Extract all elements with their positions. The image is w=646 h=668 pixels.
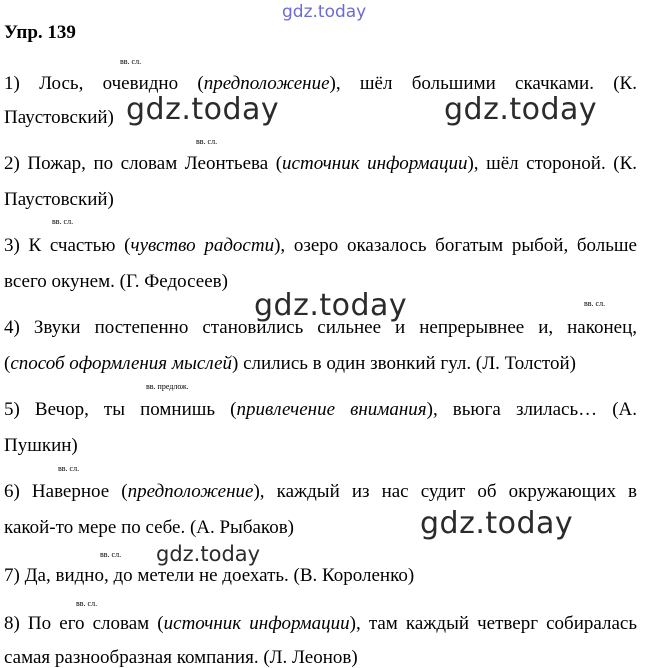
introductory-sentence-mark: вв. предлож. bbox=[146, 382, 189, 391]
sentence-7-line-1: 7) Да, видно, до метели не доехать. (В. Короленко) bbox=[4, 565, 415, 586]
introductory-word-mark: вв. сл. bbox=[52, 217, 74, 226]
sentence-5-line-1: 5) Вечор, ты помнишь (привлечение внимания), вьюга злилась… (А. bbox=[4, 399, 637, 420]
sentence-4-line-1: 4) Звуки постепенно становились сильнее и непрерывнее и, наконец, bbox=[4, 317, 637, 338]
sentence-1-line-2: Паустовский) bbox=[4, 107, 114, 128]
watermark-top: gdz.today bbox=[282, 2, 367, 22]
introductory-word-mark: вв. сл. bbox=[76, 599, 98, 608]
sentence-2-line-1: 2) Пожар, по словам Леонтьева (источник информации), шёл стороной. (К. bbox=[4, 153, 638, 174]
sentence-6-line-2: какой-то мере по себе. (А. Рыбаков) bbox=[4, 517, 294, 538]
sentence-6-line-1: 6) Наверное (предположение), каждый из нас судит об окружающих в bbox=[4, 481, 637, 502]
introductory-word-mark: вв. сл. bbox=[584, 299, 606, 308]
exercise-title: Упр. 139 bbox=[4, 22, 76, 43]
sentence-4-line-2: (способ оформления мыслей) слились в один звонкий гул. (Л. Толстой) bbox=[4, 353, 576, 374]
introductory-word-mark: вв. сл. bbox=[196, 137, 218, 146]
watermark: gdz.today bbox=[156, 542, 261, 566]
watermark: gdz.today bbox=[444, 92, 598, 127]
sentence-5-line-2: Пушкин) bbox=[4, 435, 78, 456]
introductory-word-mark: вв. сл. bbox=[58, 464, 80, 473]
sentence-8-line-2: самая разнообразная компания. (Л. Леонов) bbox=[4, 647, 358, 668]
watermark: gdz.today bbox=[420, 506, 574, 541]
sentence-3-line-2: всего окунем. (Г. Федосеев) bbox=[4, 271, 228, 292]
watermark: gdz.today bbox=[254, 288, 408, 323]
watermark: gdz.today bbox=[126, 92, 280, 127]
sentence-3-line-1: 3) К счастью (чувство радости), озеро оказалось богатым рыбой, больше bbox=[4, 235, 637, 256]
sentence-2-line-2: Паустовский) bbox=[4, 189, 114, 210]
introductory-word-mark: вв. сл. bbox=[120, 57, 142, 66]
sentence-1-line-1: 1) Лось, очевидно (предположение), шёл большими скачками. (К. bbox=[4, 73, 637, 94]
sentence-8-line-1: 8) По его словам (источник информации), там каждый четверг собиралась bbox=[4, 613, 637, 634]
introductory-word-mark: вв. сл. bbox=[100, 550, 122, 559]
